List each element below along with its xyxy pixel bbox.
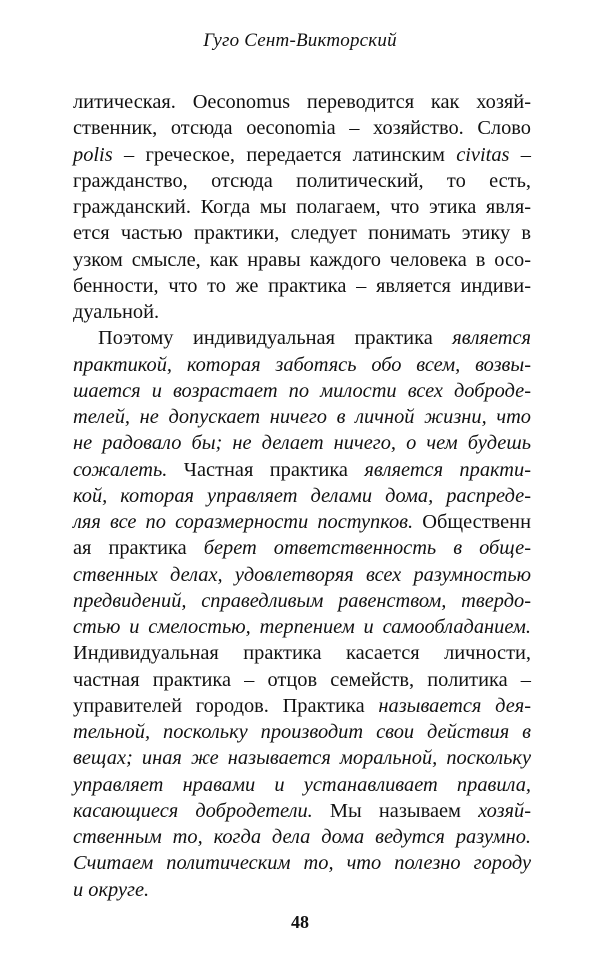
italic-text-segment: предвидений, справедливым равенством, твердо- [73,589,531,612]
text-segment: узком смысле, как нравы каждого человека в осо- [73,248,531,271]
italic-text-segment: управляет нравами и устанавливает правила, [73,773,531,796]
text-segment: ая практика [73,537,204,560]
text-segment: Общественн [413,511,531,533]
italic-text-segment: сожалеть. [73,458,168,481]
text-line [73,194,531,220]
text-line [73,483,531,509]
text-line [73,299,531,325]
text-line [73,430,531,456]
text-line [73,562,531,588]
text-segment: гражданство, отсюда политический, то есть, [73,169,531,192]
text-line [73,535,531,561]
text-line [73,667,531,693]
text-line [73,850,531,876]
text-line [73,325,531,351]
text-line [73,457,531,483]
italic-text-segment: практикой, которая заботясь обо всем, возвы- [73,353,531,376]
text-line [73,247,531,273]
text-line [73,378,531,404]
text-line [73,640,531,666]
text-line [73,352,531,378]
text-line [73,404,531,430]
text-segment: ственник, отсюда oeconomia – хозяйство. Слово [73,117,531,140]
text-line [73,588,531,614]
italic-text-segment: хозяй- [478,799,531,822]
italic-text-segment: не радовало бы; не делает ничего, о чем будешь [73,432,531,455]
text-segment: Мы называем [312,799,479,822]
italic-text-segment: ляя все по соразмерности поступков. [73,511,414,533]
italic-text-segment: ственным то, когда дела дома ведутся разумно. [73,826,531,848]
text-line [73,614,531,640]
text-line [73,273,531,299]
text-segment: управителей городов. Практика [73,694,379,717]
italic-text-segment: является [452,327,531,350]
italic-text-segment: шается и возрастает по милости всех доброде- [73,379,531,402]
text-segment: литическая. Oeconomus переводится как хозяй- [73,91,531,113]
italic-text-segment: стью и смелостью, терпением и самообладанием. [73,616,531,638]
italic-text-segment: polis [73,143,113,166]
italic-text-segment: civitas [456,143,510,166]
italic-text-segment: тельной, поскольку производит свои действия в [73,721,531,743]
text-segment: Частная практика [167,458,365,481]
page-number: 48 [291,912,309,932]
text-segment: ется частью практики, следует понимать этику в [73,222,531,245]
text-segment: Индивидуальная практика касается личности, [73,642,531,665]
text-line [73,772,531,798]
text-segment: – греческое, передается латинским [112,143,457,166]
text-segment: дуальной. [73,301,160,323]
text-line [73,719,531,745]
italic-text-segment: вещах; иная же называется моральной, поскольку [73,747,531,770]
italic-text-segment: кой, которая управляет делами дома, распреде- [73,484,531,507]
italic-text-segment: ственных делах, удовлетворяя всех разумностью [73,563,531,586]
running-title: Гуго Сент-Викторский [203,30,397,51]
text-segment: бенности, что то же практика – является индиви- [73,274,531,297]
italic-text-segment: телей, не допускает ничего в личной жизни, что [73,406,531,428]
italic-text-segment: Считаем политическим то, что полезно городу [73,852,531,875]
text-line [73,168,531,194]
text-line [73,877,531,903]
text-line [73,142,531,168]
italic-text-segment: касающиеся добродетели. [73,799,313,822]
italic-text-segment: и округе. [73,878,150,901]
text-line [73,115,531,141]
italic-text-segment: называется дея- [378,694,532,717]
text-segment: гражданский. Когда мы полагаем, что этика явля- [73,196,531,218]
text-line [73,509,531,535]
text-segment: частная практика – отцов семейств, политика – [73,668,531,691]
text-line [73,220,531,246]
body-text [73,89,531,903]
text-line [73,745,531,771]
text-line [73,824,531,850]
italic-text-segment: является практи- [364,458,531,481]
text-line [73,89,531,115]
text-line [73,798,531,824]
text-segment: Поэтому индивидуальная практика [98,327,453,350]
italic-text-segment: берет ответственность в обще- [203,537,531,560]
text-segment: – [509,143,531,166]
text-line [73,693,531,719]
